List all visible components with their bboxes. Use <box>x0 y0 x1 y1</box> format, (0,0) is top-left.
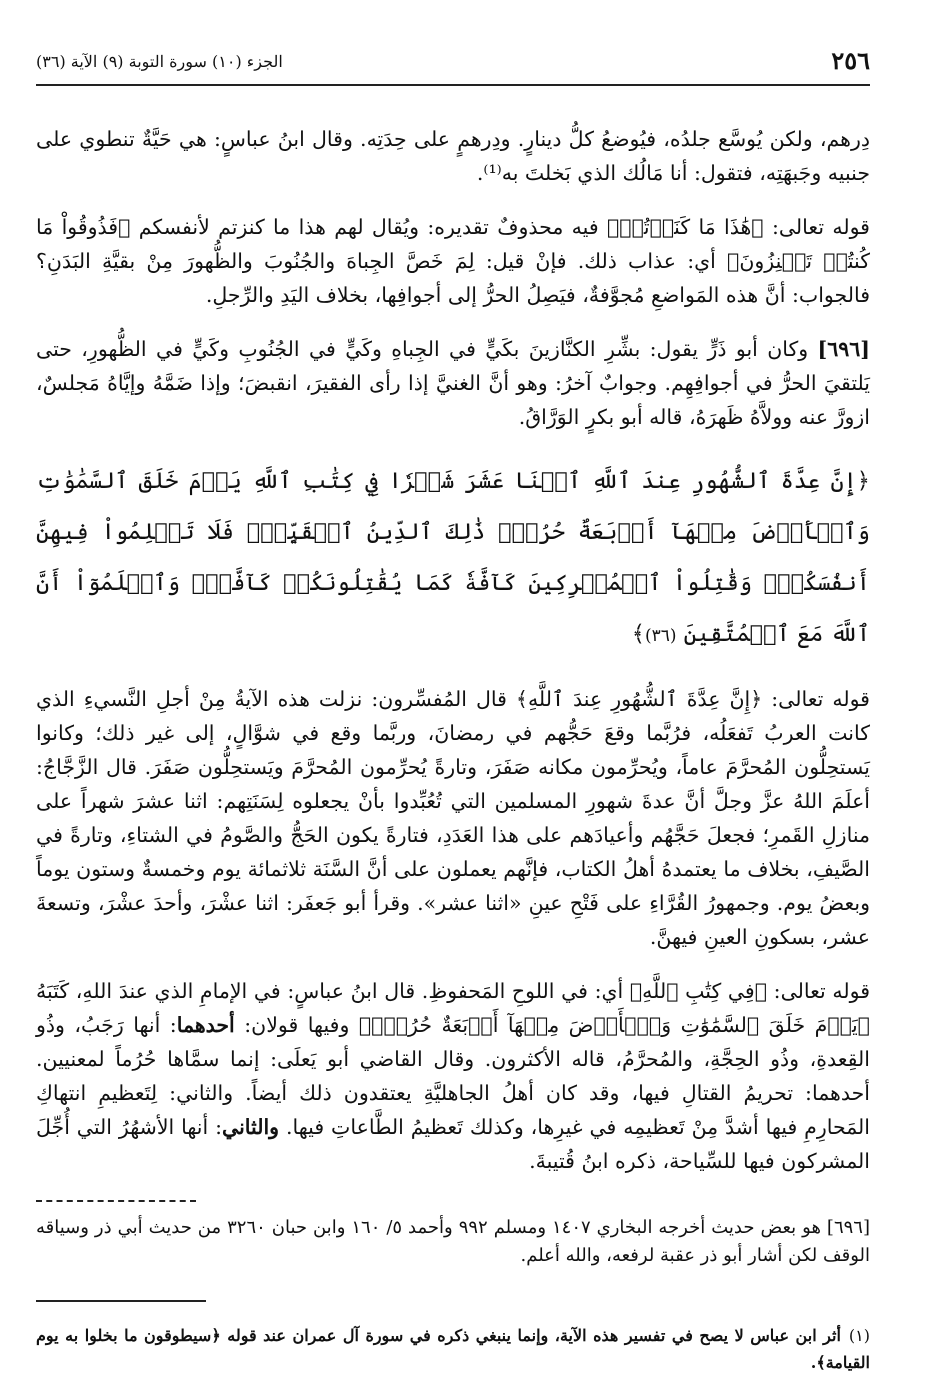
page-header <box>36 40 870 86</box>
paragraph-4: قوله تعالى: ﴿إِنَّ عِدَّةَ ٱلشُّهُورِ عِندَ ٱللَّهِ﴾ قال المُفسِّرون: نزلت هذه الآيةُ مِنْ أجلِ النَّسيءِ الذي كانت العربُ تَفعَلُه، فرُبَّما وقعَ حَجُّهم في رمضانَ، وربَّما وقع في شوَّالٍ، إلى غير ذلك؛ وكانوا يَستحِلُّون المُحرَّمَ عاماً، ويُحرِّمون مكانه صَفَرَ، وتارةً يُحرِّمون المُحرَّمَ ويَستحِلُّون صَفَرَ. قال الزَّجَّاجُ: أعلَمَ اللهُ عزَّ وجلَّ أنَّ عدةَ شهورِ المسلمين التي تُعُبِّدوا بأنْ يجعلوه لِسَنَتِهم: اثنا عشرَ شهراً على منازلِ القَمرِ؛ فجعلَ حَجَّهُم وأعيادَهم على هذا العَدَدِ، فتارةً يكون الحَجُّ والصَّومُ في الشتاءِ، وتارةً في الصَّيفِ، بخلاف ما يعتمدهُ أهلُ الكتاب، فإنَّهم يعملون على أنَّ السَّنَة ثلاثمائة يوم وخمسةٌ وستون يوماً وبعضُ يوم. وجمهورُ القُرَّاءِ على فَتْحِ عينِ «اثنا عشر». وقرأ أبو جَعفَر: اثنا عشْرَ، وأحدَ عشْرَ، وتسعةَ عشر، بسكونِ العينِ فيهنَّ. <box>36 687 870 949</box>
dashed-separator <box>36 1200 196 1202</box>
page-number: ٢٥٦ <box>831 46 870 75</box>
quran-verse-block <box>36 456 870 662</box>
footnote <box>36 1322 870 1376</box>
paragraph-5 <box>36 974 870 1178</box>
ayah-number-marker: (٣٦) <box>644 626 677 646</box>
paragraph-5-text-a: قوله تعالى: ﴿فِي كِتَٰبِ ٱللَّهِ﴾ أي: في اللوحِ المَحفوظِ. قال ابنُ عباسٍ: في الإمامِ الذي عندَ اللهِ، كَتَبَهُ ﴿يَوۡمَ خَلَقَ ٱلسَّمَٰوَٰتِ وَٱلۡأَرۡضَ مِنۡهَآ أَرۡبَعَةٌ حُرُمٞۚ﴾ وفيها قولان: <box>36 979 870 1037</box>
page <box>36 40 871 1372</box>
quran-verse-text: ﴿إِنَّ عِدَّةَ ٱلشُّهُورِ عِندَ ٱللَّهِ ٱثۡنَا عَشَرَ شَهۡرٗا فِي كِتَٰبِ ٱللَّهِ يَوۡمَ خَلَقَ ٱلسَّمَٰوَٰتِ وَٱلۡأَرۡضَ مِنۡهَآ أَرۡبَعَةٌ حُرُمٞۚ ذَٰلِكَ ٱلدِّينُ ٱلۡقَيِّمُۚ فَلَا تَظۡلِمُواْ فِيهِنَّ أَنفُسَكُمۡۚ وَقَٰتِلُواْ ٱلۡمُشۡرِكِينَ كَآفَّةٗ كَمَا يُقَٰتِلُونَكُمۡ كَآفَّةٗۚ وَٱعۡلَمُوٓاْ أَنَّ ٱللَّهَ مَعَ ٱلۡمُتَّقِينَ <box>36 468 870 647</box>
hadith-takhrij-note: [٦٩٦] هو بعض حديث أخرجه البخاري ١٤٠٧ ومسلم ٩٩٢ وأحمد ٥/ ١٦٠ وابن حبان ٣٢٦٠ من حديث أبي ذر وسياقه الوقف لكن أشار أبو ذر عقبة لرفعه، والله أعلم. <box>36 1217 870 1266</box>
ayah-number: ٣٦ <box>651 626 670 646</box>
label-second-opinion: والثاني <box>222 1115 280 1139</box>
paragraph-3-text: وكان أبو ذَرٍّ يقول: بشِّرِ الكنَّازينَ بكَيٍّ في الجِباهِ وكَيٍّ في الجُنُوبِ وكَيٍّ في الظُّهورِ، حتى يَلتقيَ الحرُّ في أجوافِهِم. وجوابٌ آخرُ: وهو أنَّ الغنيَّ إذا رأى الفقيرَ، انقبضَ؛ وإذا ضَمَّهُ وإيَّاهُ مَجلسٌ، ازورَّ عنه وولاَّهُ ظَهرَهُ، قاله أبو بكرٍ الوَرَّاقُ. <box>36 337 870 429</box>
paragraph-1: دِرهم، ولكن يُوسَّع جلدُه، فيُوضعُ كلُّ دينارٍ. ودِرهمٍ على حِدَتِه. وقال ابنُ عباسٍ: هي حَيَّةٌ تنطوي على جنبيه وجَبهَتِه، فتقول: أنا مَالُك الذي بَخلتَ به⁽¹⁾. <box>36 127 870 185</box>
footnote-number: (١) <box>848 1326 871 1345</box>
label-first-opinion: أحدهما <box>176 1013 235 1037</box>
paragraph-5-text-b: : أنها رَجَبُ، وذُو القِعدةِ، وذُو الحِجَّةِ، والمُحرَّمُ، قاله الأكثرون. وقال القاضي أبو يَعلَى: إنما سمَّاها حُرُماً لمعنيين. أحدهما: تحريمُ القتالِ فيها، وقد كان أهلُ الجاهليَّةِ يعتقدون ذلك أيضاً. والثاني: لِتَعظيمِ انتهاكِ المَحارِمِ فيها أشدَّ مِنْ تَعظيمِه في غيرِها، وكذلك تَعظيمُ الطَّاعاتِ فيها. <box>36 1013 871 1139</box>
footnote-text: أثر ابن عباس لا يصح في تفسير هذه الآية، وإنما ينبغي ذكره في سورة آل عمران عند قوله ﴿سيطوقون ما بخلوا به يوم القيامة﴾. <box>36 1326 870 1372</box>
hadith-ref-label: [٦٩٦] <box>817 337 870 361</box>
paragraph-5-text-c: : أنها الأشهُرُ التي أُجِّلَ المشركون فيها للسِّياحة، ذكره ابنُ قُتيبةَ. <box>36 1115 870 1173</box>
footnote-separator <box>36 1300 206 1302</box>
running-title: الجزء (١٠) سورة التوبة (٩) الآية (٣٦) <box>36 52 283 71</box>
paragraph-3 <box>36 332 870 434</box>
quran-close-bracket: ﴾ <box>631 621 645 647</box>
paragraph-2: قوله تعالى: ﴿هَٰذَا مَا كَنَزۡتُمۡ﴾ فيه محذوفٌ تقديره: ويُقال لهم هذا ما كنزتم لأنفسكم ﴿فَذُوقُواْ مَا كُنتُمۡ تَكۡنِزُونَ﴾ أي: عذاب ذلك. فإنْ قيل: لِمَ خَصَّ الجِباهَ والجُنُوبَ والظُّهورَ مِنْ بقيَّةِ البَدَنِ؟ فالجواب: أنَّ هذه المَواضعِ مُجوَّفةٌ، فيَصِلُ الحرُّ إلى أجوافِها، بخلاف اليَدِ والرِّجلِ. <box>36 215 870 307</box>
